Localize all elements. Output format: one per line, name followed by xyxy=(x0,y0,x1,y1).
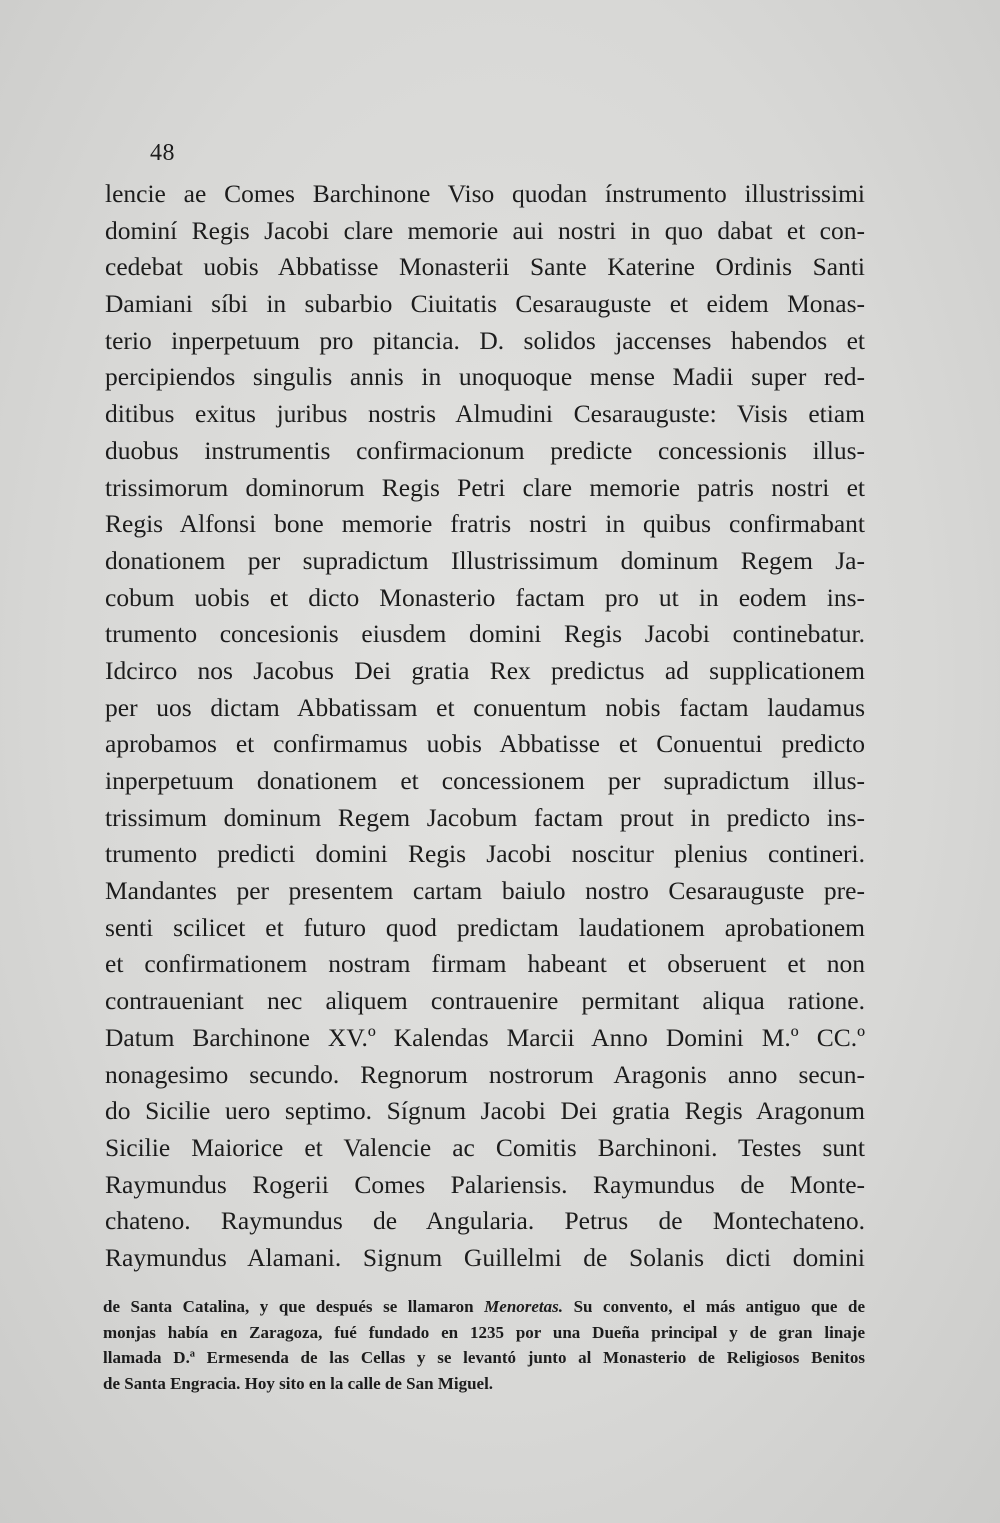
body-line: Idcirco nos Jacobus Dei gratia Rex predictus ad supplicationem xyxy=(105,655,865,685)
body-line: nonagesimo secundo. Regnorum nostrorum Aragonis anno secun- xyxy=(105,1059,865,1089)
body-line: Raymundus Rogerii Comes Palariensis. Raymundus de Monte- xyxy=(105,1169,865,1199)
body-line: aprobamos et confirmamus uobis Abbatisse et Conuentui predicto xyxy=(105,729,865,759)
footnote-line xyxy=(103,1294,865,1320)
footnote-italic-term: Menoretas. xyxy=(484,1297,564,1316)
body-line: do Sicilie uero septimo. Sígnum Jacobi Dei gratia Regis Aragonum xyxy=(105,1096,865,1126)
body-line: dominí Regis Jacobi clare memorie aui nostri in quo dabat et con- xyxy=(105,215,865,245)
body-line: Sicilie Maiorice et Valencie ac Comitis Barchinoni. Testes sunt xyxy=(105,1132,865,1162)
body-line: cobum uobis et dicto Monasterio factam pro ut in eodem ins- xyxy=(105,582,865,612)
body-line: Raymundus Alamani. Signum Guillelmi de Solanis dicti domini xyxy=(105,1242,865,1272)
body-line: Mandantes per presentem cartam baiulo nostro Cesarauguste pre- xyxy=(105,876,865,906)
body-line: chateno. Raymundus de Angularia. Petrus de Montechateno. xyxy=(105,1206,865,1236)
body-line: trissimum dominum Regem Jacobum factam prout in predicto ins- xyxy=(105,802,865,832)
page-number: 48 xyxy=(150,140,175,166)
body-text xyxy=(105,176,865,1277)
footnote-line: monjas había en Zaragoza, fué fundado en 1235 por una Dueña principal y de gran linaje xyxy=(103,1322,865,1342)
body-line: et confirmationem nostram firmam habeant et obseruent et non xyxy=(105,949,865,979)
body-line: Damiani síbi in subarbio Ciuitatis Cesarauguste et eidem Monas- xyxy=(105,289,865,319)
footnote xyxy=(103,1294,865,1396)
body-line: per uos dictam Abbatissam et conuentum nobis factam laudamus xyxy=(105,692,865,722)
body-line: contraueniant nec aliquem contrauenire permitant aliqua ratione. xyxy=(105,986,865,1016)
footnote-line: llamada D.ª Ermesenda de las Cellas y se levantó junto al Monasterio de Religiosos Benitos xyxy=(103,1348,865,1367)
body-line: lencie ae Comes Barchinone Viso quodan ínstrumento illustrissimi xyxy=(105,179,865,208)
body-line: ditibus exitus juribus nostris Almudini Cesarauguste: Visis etiam xyxy=(105,399,865,429)
body-line: duobus instrumentis confirmacionum predicte concessionis illus- xyxy=(105,435,865,465)
body-line: donationem per supradictum Illustrissimum dominum Regem Ja- xyxy=(105,545,865,575)
footnote-text: de Santa Catalina, y que después se llamaron xyxy=(103,1297,485,1316)
body-line: trumento predicti domini Regis Jacobi noscitur plenius contineri. xyxy=(105,839,865,869)
footnote-line: de Santa Engracia. Hoy sito en la calle de San Miguel. xyxy=(103,1373,494,1393)
body-line: percipiendos singulis annis in unoquoque mense Madii super red- xyxy=(105,362,865,392)
body-line: trissimorum dominorum Regis Petri clare memorie patris nostri et xyxy=(105,472,865,502)
body-line: senti scilicet et futuro quod predictam laudationem aprobationem xyxy=(105,912,865,942)
body-line: cedebat uobis Abbatisse Monasterii Sante Katerine Ordinis Santi xyxy=(105,252,865,282)
footnote-text: Su convento, el más antiguo que de xyxy=(563,1297,865,1316)
body-line: Datum Barchinone XV.º Kalendas Marcii Anno Domini M.º CC.º xyxy=(105,1022,865,1052)
body-line: inperpetuum donationem et concessionem per supradictum illus- xyxy=(105,766,865,795)
body-line: terio inperpetuum pro pitancia. D. solidos jaccenses habendos et xyxy=(105,325,865,355)
body-line: Regis Alfonsi bone memorie fratris nostri in quibus confirmabant xyxy=(105,509,865,539)
body-line: trumento concesionis eiusdem domini Regis Jacobi continebatur. xyxy=(105,619,865,649)
